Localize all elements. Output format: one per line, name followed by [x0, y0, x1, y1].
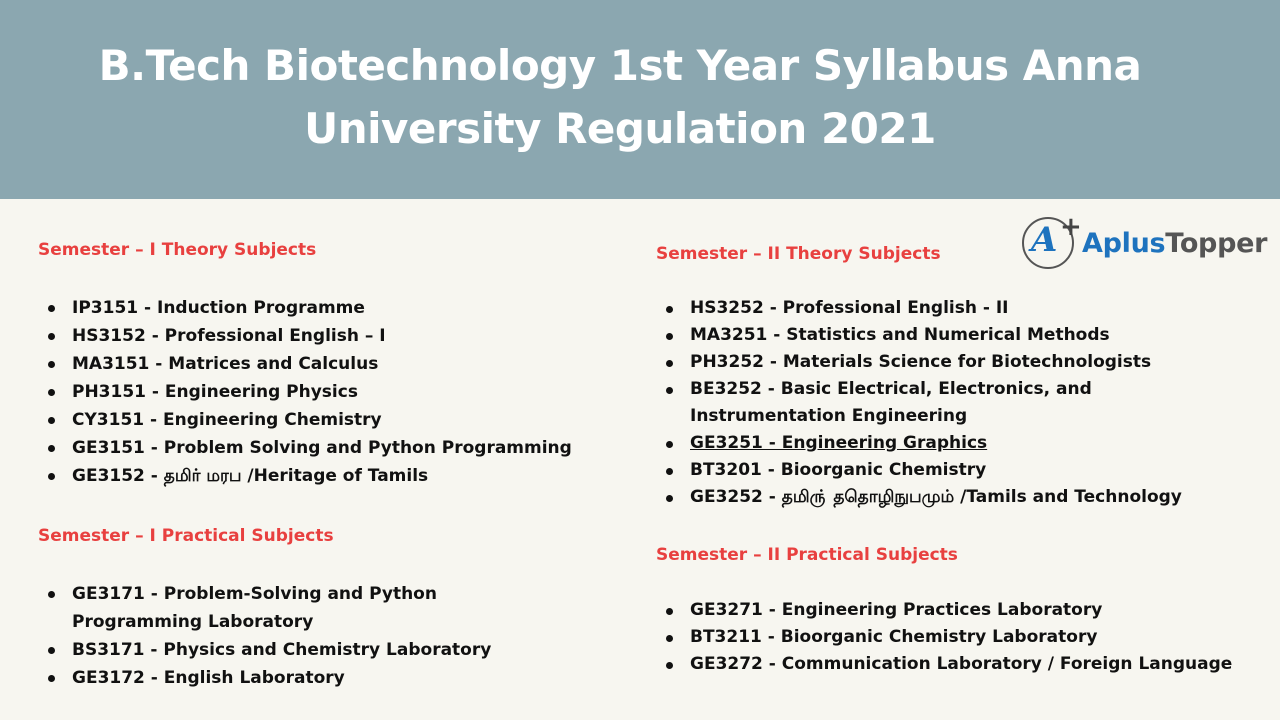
- bullet-icon: [48, 445, 55, 452]
- list-item: GE3171 - Problem-Solving and Python Programming Laboratory: [38, 580, 572, 636]
- list-item: GE3271 - Engineering Practices Laboratory: [656, 597, 1256, 624]
- engineering-graphics-link[interactable]: GE3251 - Engineering Graphics: [656, 430, 1256, 457]
- list-item: CY3151 - Engineering Chemistry: [38, 406, 618, 434]
- list-item: BE3252 - Basic Electrical, Electronics, and Instrumentation Engineering: [656, 376, 1250, 430]
- semester-2-theory-list: [656, 295, 1256, 511]
- bullet-icon: [666, 635, 673, 642]
- logo-plus-icon: +: [1060, 212, 1082, 242]
- page-title-line2: University Regulation 2021: [304, 104, 936, 153]
- semester-1-practical-list: [38, 580, 618, 692]
- page-title: [40, 34, 1200, 160]
- list-item: HS3152 - Professional English – I: [38, 322, 618, 350]
- bullet-icon: [48, 591, 55, 598]
- header-banner: [0, 0, 1280, 199]
- bullet-icon: [666, 387, 673, 394]
- bullet-icon: [48, 417, 55, 424]
- semester-2-theory-heading: Semester – II Theory Subjects: [656, 244, 941, 264]
- bullet-icon: [666, 468, 673, 475]
- bullet-icon: [666, 662, 673, 669]
- list-item: MA3151 - Matrices and Calculus: [38, 350, 618, 378]
- bullet-icon: [48, 675, 55, 682]
- logo-a-icon: A: [1031, 220, 1058, 260]
- list-item: PH3252 - Materials Science for Biotechnologists: [656, 349, 1256, 376]
- logo-text-topper: Topper: [1165, 228, 1268, 259]
- bullet-icon: [48, 333, 55, 340]
- list-item: GE3272 - Communication Laboratory / Foreign Language: [656, 651, 1256, 678]
- semester-2-practical-list: [656, 597, 1256, 678]
- bullet-icon: [666, 306, 673, 313]
- list-item: GE3151 - Problem Solving and Python Programming: [38, 434, 618, 462]
- logo-text-aplus: Aplus: [1082, 228, 1166, 259]
- bullet-icon: [48, 647, 55, 654]
- bullet-icon: [48, 389, 55, 396]
- bullet-icon: [666, 441, 673, 448]
- bullet-icon: [48, 473, 55, 480]
- list-item: PH3151 - Engineering Physics: [38, 378, 618, 406]
- list-item: GE3252 - தமிரு் ததொழிநுபமும் /Tamils and Technology: [656, 484, 1256, 511]
- bullet-icon: [666, 360, 673, 367]
- bullet-icon: [666, 608, 673, 615]
- semester-2-practical-heading: Semester – II Practical Subjects: [656, 545, 958, 565]
- semester-1-theory-heading: Semester – I Theory Subjects: [38, 240, 317, 260]
- semester-2-column: [656, 242, 1256, 678]
- bullet-icon: [666, 495, 673, 502]
- list-item: BT3201 - Bioorganic Chemistry: [656, 457, 1256, 484]
- page-title-line1: B.Tech Biotechnology 1st Year Syllabus Anna: [98, 41, 1142, 90]
- list-item: HS3252 - Professional English - II: [656, 295, 1256, 322]
- list-item: IP3151 - Induction Programme: [38, 294, 618, 322]
- list-item: MA3251 - Statistics and Numerical Methods: [656, 322, 1256, 349]
- semester-1-theory-list: [38, 294, 618, 490]
- bullet-icon: [666, 333, 673, 340]
- list-item: BT3211 - Bioorganic Chemistry Laboratory: [656, 624, 1256, 651]
- list-item: GE3152 - தமிர் மரப /Heritage of Tamils: [38, 462, 618, 490]
- list-item: GE3172 - English Laboratory: [38, 664, 618, 692]
- semester-1-practical-heading: Semester – I Practical Subjects: [38, 526, 334, 546]
- bullet-icon: [48, 361, 55, 368]
- semester-1-column: [38, 238, 618, 692]
- bullet-icon: [48, 305, 55, 312]
- list-item: BS3171 - Physics and Chemistry Laboratory: [38, 636, 618, 664]
